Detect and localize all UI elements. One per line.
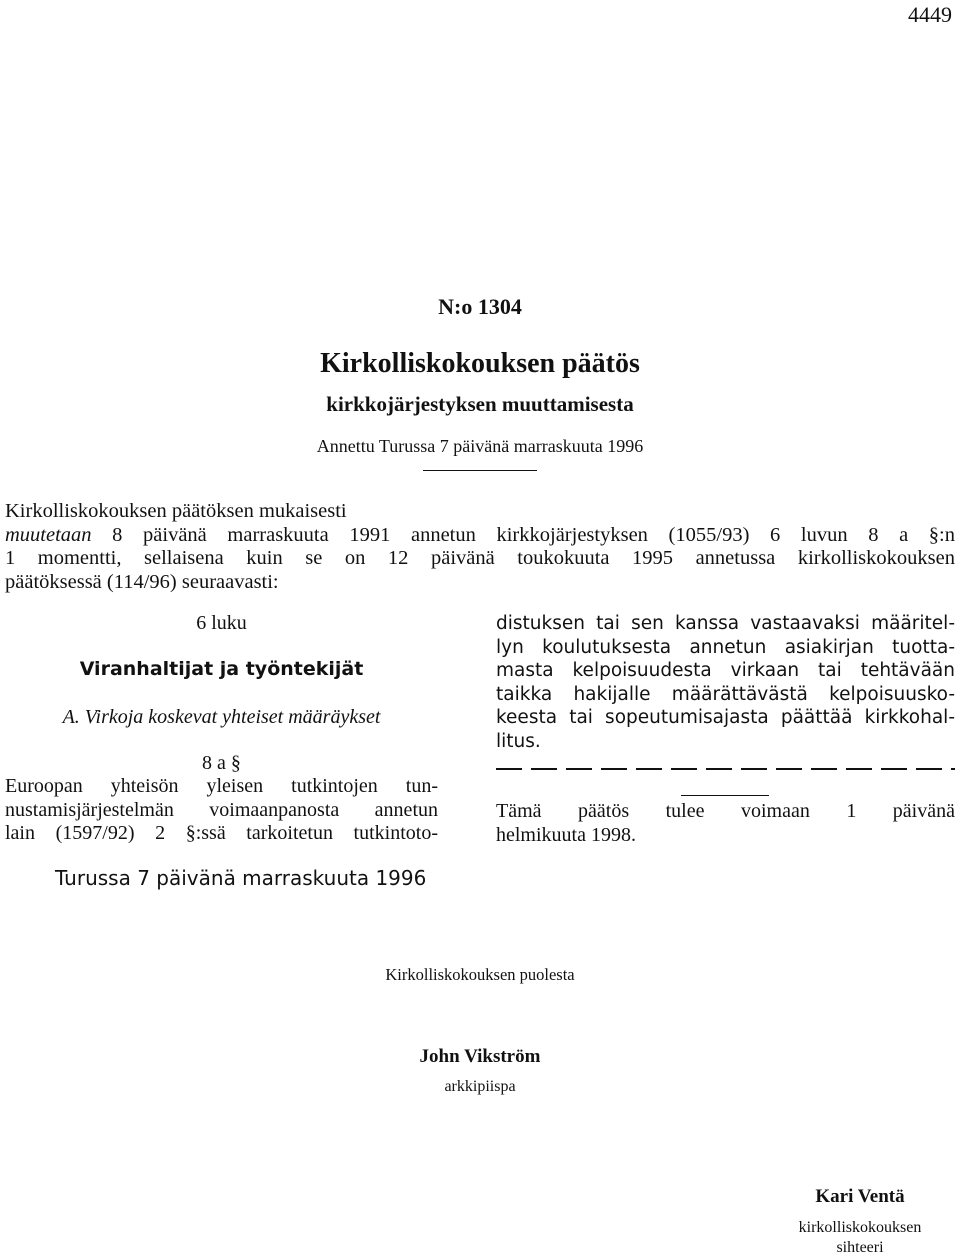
chapter-title: Viranhaltijat ja työntekijät bbox=[79, 658, 364, 680]
intro-line-text: 8 päivänä marraskuuta 1991 annetun kirkkojärjestyksen (1055/93) 6 luvun 8 a §:n bbox=[91, 523, 955, 546]
chapter-number: 6 luku bbox=[196, 612, 247, 634]
dashed-separator bbox=[496, 768, 955, 770]
text-line: distuksen tai sen kanssa vastaavaksi määritel- bbox=[496, 613, 955, 634]
intro-line: Kirkolliskokouksen päätöksen mukaisesti bbox=[5, 500, 347, 522]
signer-name: Kari Ventä bbox=[815, 1186, 905, 1207]
statute-number: N:o 1304 bbox=[438, 294, 522, 319]
signer-role bbox=[760, 1218, 960, 1258]
intro-line: 1 momentti, sellaisena kuin se on 12 päivänä toukokuuta 1995 annetussa kirkolliskokouksen bbox=[5, 547, 955, 570]
text-line: taikka hakijalle määrättävästä kelpoisuusko- bbox=[496, 683, 955, 705]
signer-name: John Vikström bbox=[419, 1046, 541, 1067]
text-line: nustamisjärjestelmän voimaanpanosta annetun bbox=[5, 798, 438, 821]
paragraph-number: 8 a § bbox=[202, 752, 241, 774]
divider-rule bbox=[423, 470, 537, 471]
effective-date-text bbox=[496, 800, 955, 847]
intro-paragraph bbox=[5, 500, 955, 594]
emphasis-word: muutetaan bbox=[5, 523, 92, 546]
page-number: 4449 bbox=[908, 2, 952, 27]
document-title: Kirkolliskokouksen päätös bbox=[320, 348, 640, 379]
document-subtitle: kirkkojärjestyksen muuttamisesta bbox=[326, 392, 634, 416]
on-behalf-line: Kirkolliskokouksen puolesta bbox=[385, 965, 575, 984]
issued-date: Annettu Turussa 7 päivänä marraskuuta 1996 bbox=[316, 436, 644, 456]
signer-role: arkkipiispa bbox=[444, 1078, 516, 1095]
place-and-date: Turussa 7 päivänä marraskuuta 1996 bbox=[55, 866, 427, 890]
divider-rule bbox=[681, 795, 769, 796]
left-column-text bbox=[5, 775, 438, 846]
signer-role-line: kirkolliskokouksen bbox=[798, 1219, 922, 1236]
text-line: litus. bbox=[496, 730, 541, 752]
signer-role-line: sihteeri bbox=[836, 1239, 884, 1256]
intro-line bbox=[5, 524, 955, 548]
text-line: keesta tai sopeutumisajasta päättää kirkkohal- bbox=[496, 707, 955, 728]
text-line: helmikuuta 1998. bbox=[496, 823, 636, 846]
text-line: Euroopan yhteisön yleisen tutkintojen tun- bbox=[5, 775, 438, 797]
right-column-text bbox=[496, 612, 955, 753]
text-line: Tämä päätös tulee voimaan 1 päivänä bbox=[496, 800, 955, 822]
text-line: masta kelpoisuudesta virkaan tai tehtävään bbox=[496, 660, 955, 681]
intro-line: päätöksessä (114/96) seuraavasti: bbox=[5, 570, 279, 593]
text-line: lyn koulutuksesta annetun asiakirjan tuotta- bbox=[496, 636, 955, 658]
text-line: lain (1597/92) 2 §:ssä tarkoitetun tutkintoto- bbox=[5, 822, 438, 844]
section-heading: A. Virkoja koskevat yhteiset määräykset bbox=[62, 706, 381, 728]
